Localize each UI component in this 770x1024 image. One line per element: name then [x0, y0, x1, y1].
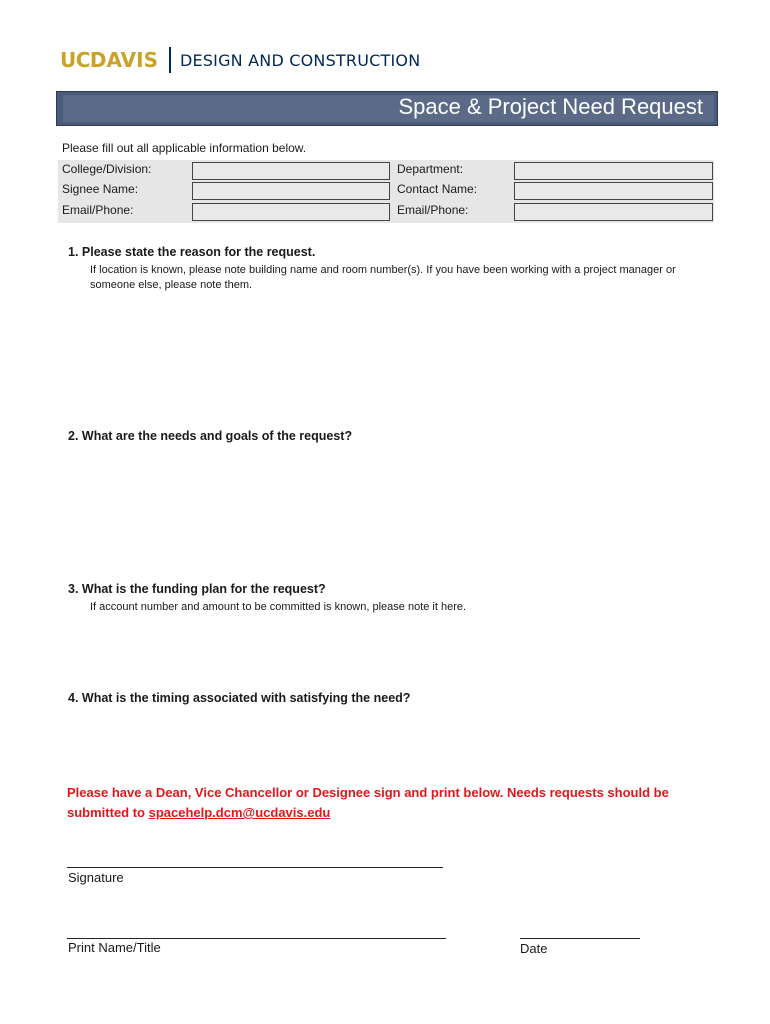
intro-text: Please fill out all applicable information below.: [62, 141, 307, 155]
email-phone-label-left: Email/Phone:: [62, 203, 134, 217]
question-3-note: If account number and amount to be committed is known, please note it here.: [90, 601, 467, 613]
question-1-title: 1. Please state the reason for the request.: [68, 245, 316, 259]
email-phone-field-left[interactable]: [192, 203, 390, 221]
print-name-line[interactable]: [67, 938, 446, 939]
college-division-label: College/Division:: [62, 162, 152, 176]
ucdavis-logo: [60, 46, 420, 74]
department-field[interactable]: [514, 162, 713, 180]
college-division-field[interactable]: [192, 162, 390, 180]
date-line[interactable]: [520, 938, 640, 939]
page-title: Space & Project Need Request: [398, 94, 703, 119]
date-label: Date: [520, 941, 548, 956]
signee-name-field[interactable]: [192, 182, 390, 200]
title-banner: [56, 91, 718, 126]
question-1-note: If location is known, please note building name and room number(s). If you have been working with a project manager or someone else, please note them.: [90, 264, 676, 291]
signature-label: Signature: [68, 870, 124, 885]
contact-name-label: Contact Name:: [397, 182, 478, 196]
contact-name-field[interactable]: [514, 182, 713, 200]
email-phone-field-right[interactable]: [514, 203, 713, 221]
signee-name-label: Signee Name:: [62, 182, 139, 196]
contact-info-table: [58, 160, 714, 223]
logo-department: DESIGN AND CONSTRUCTION: [179, 50, 421, 70]
logo-davis: DAVIS: [89, 48, 158, 72]
question-4-title: 4. What is the timing associated with satisfying the need?: [68, 691, 411, 705]
question-3-title: 3. What is the funding plan for the request?: [68, 582, 326, 596]
submission-instruction: [67, 783, 707, 823]
department-label: Department:: [397, 162, 464, 176]
submission-email-link[interactable]: spacehelp.dcm@ucdavis.edu: [148, 805, 331, 820]
logo-uc: UC: [60, 48, 90, 72]
signature-line[interactable]: [67, 867, 443, 868]
question-2-title: 2. What are the needs and goals of the request?: [68, 429, 353, 443]
submission-instruction-text: Please have a Dean, Vice Chancellor or Designee sign and print below. Needs requests should be submitted to: [67, 785, 669, 820]
email-phone-label-right: Email/Phone:: [397, 203, 469, 217]
print-name-label: Print Name/Title: [68, 940, 161, 955]
logo-divider: [169, 47, 171, 73]
